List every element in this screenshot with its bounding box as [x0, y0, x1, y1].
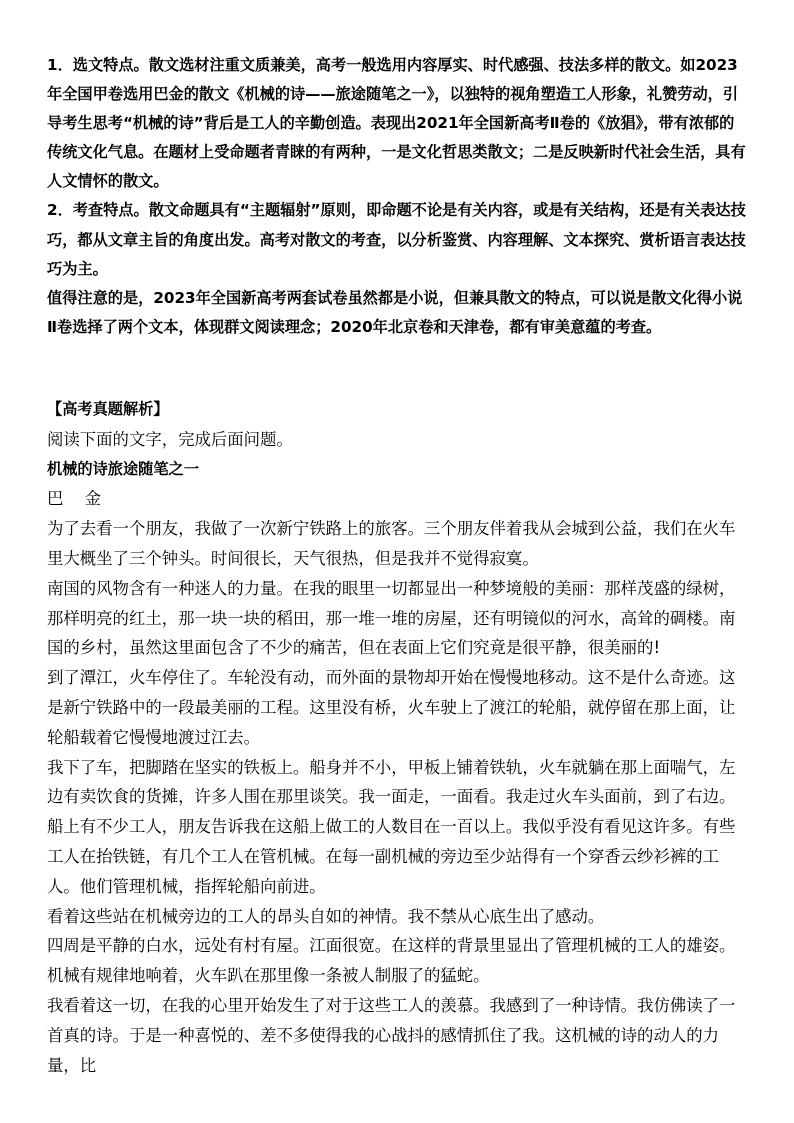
article-paragraph: 四周是平静的白水，远处有村有屋。江面很宽。在这样的背景里显出了管理机械的工人的雄姿。机械有规律地响着，火车趴在那里像一条被人制服了的猛蛇。 [47, 936, 736, 986]
section-header: 【高考真题解析】 [47, 400, 169, 418]
intro-block [47, 51, 747, 342]
article-author: 巴 金 [47, 489, 109, 509]
article-paragraph: 到了潭江，火车停住了。车轮没有动，而外面的景物却开始在慢慢地移动。这不是什么奇迹。这是新宁铁路中的一段最美丽的工程。这里没有桥，火车驶上了渡江的轮船，就停留在那上面，让轮船载着它慢慢地渡过江去。 [47, 668, 736, 747]
intro-point-2: 2．考查特点。散文命题具有“主题辐射”原则，即命题不论是有关内容，或是有关结构，还是有关表达技巧，都从文章主旨的角度出发。高考对散文的考查，以分析鉴赏、内容理解、文本探究、赏析语言表达技巧为主。 [47, 201, 746, 278]
article-paragraph: 我下了车，把脚踏在坚实的铁板上。船身并不小，甲板上铺着铁轨，火车就躺在那上面喘气，左边有卖饮食的货摊，许多人围在那里谈笑。我一面走，一面看。我走过火车头面前，到了右边。船上有不少工人，朋友告诉我在这船上做工的人数目在一百以上。我似乎没有看见这许多。有些工人在抬铁链，有几个工人在管机械。在每一副机械的旁边至少站得有一个穿香云纱衫裤的工人。他们管理机械，指挥轮船向前进。 [47, 757, 736, 896]
article-paragraph: 看着这些站在机械旁边的工人的昂头自如的神情。我不禁从心底生出了感动。 [47, 906, 605, 926]
article-title: 机械的诗旅途随笔之一 [47, 459, 199, 478]
article-paragraph: 为了去看一个朋友，我做了一次新宁铁路上的旅客。三个朋友伴着我从会城到公益，我们在火车里大概坐了三个钟头。时间很长，天气很热，但是我并不觉得寂寞。 [47, 519, 736, 568]
exam-section [47, 395, 747, 1080]
article-paragraph: 我看着这一切，在我的心里开始发生了对于这些工人的羡慕。我感到了一种诗情。我仿佛读了一首真的诗。于是一种喜悦的、差不多使得我的心战抖的感情抓住了我。这机械的诗的动人的力量，比 [47, 995, 736, 1075]
article-paragraph: 南国的风物含有一种迷人的力量。在我的眼里一切都显出一种梦境般的美丽：那样茂盛的绿树，那样明亮的红土，那一块一块的稻田，那一堆一堆的房屋，还有明镜似的河水，高耸的碉楼。南国的乡村，虽然这里面包含了不少的痛苦，但在表面上它们究竟是很平静，很美丽的! [47, 578, 736, 658]
section-instruction: 阅读下面的文字，完成后面问题。 [47, 429, 293, 449]
intro-point-1: 1．选文特点。散文选材注重文质兼美，高考一般选用内容厚实、时代感强、技法多样的散文。如2023年全国甲卷选用巴金的散文《机械的诗——旅途随笔之一》，以独特的视角塑造工人形象，礼赞劳动，引导考生思考“机械的诗”背后是工人的辛勤创造。表现出2021年全国新高考Ⅱ卷的《放猖》，带有浓郁的传统文化气息。在题材上受命题者青睐的有两种，一是文化哲思类散文；二是反映新时代社会生活，具有人文情怀的散文。 [47, 56, 746, 191]
intro-note: 值得注意的是，2023年全国新高考两套试卷虽然都是小说，但兼具散文的特点，可以说是散文化得小说Ⅱ卷选择了两个文本，体现群文阅读理念；2020年北京卷和天津卷，都有审美意蕴的考查。 [47, 288, 743, 336]
